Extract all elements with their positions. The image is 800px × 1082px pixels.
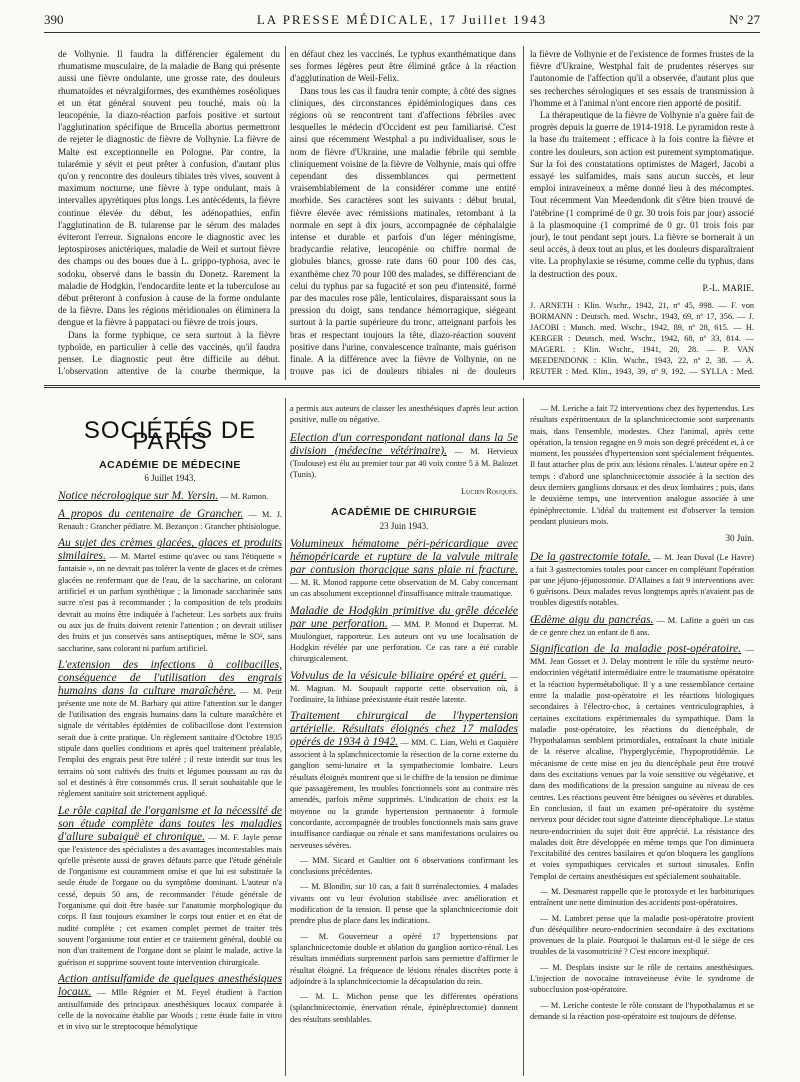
entry <box>530 643 754 882</box>
top-column-1 <box>58 48 280 378</box>
column-divider <box>285 46 286 380</box>
entry-text: — M. Martel estime qu'avec ou sans l'étiquette « fantaisie », on ne devrait pas tolérer la vente de glaces et de crèmes glacées ne renfermant que de l'eau, de la saccharine, un colorant artificiel et un parfum synthétique ; la limonade saccharinée sans sucre n'est pas à recommander ; la composition de tels produits devrait au moins être indiquée à l'acheteur. Les sorbets aux fruits ou aux jus de fruits doivent retenir l'attention ; on devrait utiliser des fruits et jus conservés sans antiseptiques, même le SO², sans saccharine, sans colorant ni parfum artificiel. <box>58 552 282 653</box>
entry-list <box>58 490 282 1033</box>
election-entry <box>290 432 518 481</box>
paragraph: la fièvre de Volhynie et de l'existence de formes frustes de la fièvre d'Ukraine, Westphal fait de prudentes réserves sur l'autonomie de l'affection qu'il a observée, d'autant plus que ses recherches sérologiques et ses essais de transmission à l'homme et à l'animal n'ont encore rien apporté de positif. <box>530 49 754 108</box>
entry <box>290 538 518 600</box>
entry-text: — M. Blondin, sur 10 cas, a fait 8 surrénalectomies. 4 malades vivants ont vu leur évolution stabilisée avec amélioration et modification de la tension. Il pense que la splanchnicectomie doit prendre plus de place dans les indications. <box>290 882 518 926</box>
author-signature: Lucien Rouquès. <box>461 487 518 497</box>
page-number: 390 <box>44 12 64 27</box>
societes-column-2 <box>290 403 518 1075</box>
paragraph: Dans la forme typhique, ce sera surtout à la fièvre typhoïde, en particulier à celle des vaccinés, qu'il faudra penser. Le diagnostic peut être difficile au début. L'observation attentive de la courbe thermique, la <box>58 329 280 377</box>
entry-text: — MM. C. Lian, Welti et Gaquière associent à la splanchnicectomie la résection de la corne externe du ganglion semi-lunaire et la sympathectomie lombaire. Leurs résultats éloignés montrent que si le chiffre de la tension ne diminue que passagèrement, les troubles fonctionnels sont au contraire très amendés, parfois même supprimés. L'indication de choix est la moyenne ou la grande hypertension permanente à formule concordante, accompagnée de troubles fonctionnels mais sans grave insuffisance cardiaque ou rénale et sans manifestations oculaires ou nerveuses sévères. <box>290 738 518 850</box>
author-signature: P.-L. MARIE. <box>702 282 754 293</box>
entry <box>290 710 518 851</box>
entry-title: L'extension des infections à colibacilles, conséquence de l'utilisation des engrais humains dans la culture maraîchère. <box>58 658 282 697</box>
header-rule <box>44 32 760 33</box>
entry-title: Maladie de Hodgkin primitive du grêle décelée par une perforation. <box>290 604 518 630</box>
entry-title: A propos du centenaire de Grancher. <box>58 508 244 521</box>
entry <box>530 551 754 609</box>
entry-title: Volvulus de la vésicule biliaire opéré et guéri. <box>290 669 507 682</box>
entry <box>290 991 518 1025</box>
entry-text: — MM. Jean Gosset et J. Delay montrent le rôle du système neuro-endocrinien végétatif intermédiaire entre le traumatisme opératoire et la réaction hypermétabolique. Il y a une ressemblance certaine entre la maladie post-opératoire et les réactions biologiques secondaires à l'électro-choc, à certaines ventriculographies, à certaines excitations expérimentales du sympathique. Dans la maladie post-opératoire, les réactions du diencéphale, de l'hypothalamus semblent primordiales, entraînant la chute initiale de la réserve alcaline, l'hyperglycémie, l'hypoprotidémie. Le mécanisme de cette mise en jeu du diencéphale peut être trouvé dans des excitations venues par la voie sensitive ou végétative, et dans des modifications de la pression sanguine au niveau de ces centres. Les réactions peuvent être bénignes ou sévères et durables. En conclusion, il faut un examen pré-opératoire du système nerveux pour décider tout signe d'atteinte diencéphalique. Le status neuro-endocrinien du sujet doit être apprécié. La résistance des malades doit être développée en même temps que l'on diminuera l'excitabilité des centres basilaires et qu'on bloquera les ganglions et voies sympathiques cervicales et surtout sinusales. Enfin l'emploi de certains anesthésiques est spécialement souhaitable. <box>530 645 754 881</box>
entry-text: — M. Magnan. M. Soupault rapporte cette observation où, à l'ordinaire, la lithiase préexistante était restée latente. <box>290 671 518 704</box>
entry-text: — M. Hervieux (Toulouse) est élu au premier tour par 40 voix contre 5 à M. Balozet (Tunis). <box>290 446 518 479</box>
section-heading: SOCIÉTÉS DE PARIS <box>83 417 257 456</box>
journal-title: LA PRESSE MÉDICALE, 17 Juillet 1943 <box>256 12 548 27</box>
academy-heading: ACADÉMIE DE MÉDECINE <box>99 458 241 471</box>
session-date: 23 Juin 1943. <box>379 520 429 531</box>
page-header <box>44 8 760 30</box>
academy-heading: ACADÉMIE DE CHIRURGIE <box>331 506 477 519</box>
column-divider <box>523 46 524 380</box>
entry-text: — MM. P. Monod et Duperrat. M. Moulonguet, rapporteur. Les auteurs ont vu une localisation de Hodgkin révélée par une perforation. Ce cas rare a été curable chirurgicalement. <box>290 619 518 664</box>
paragraph: La thérapeutique de la fièvre de Volhynie n'a guère fait de progrès depuis la guerre de 1914-1918. Le pyramidon reste à la base du traitement ; efficace à la fois contre la fièvre et contre les douleurs, son action est purement symptomatique. Sur la foi des constatations optimistes de Magerl, Jacobi a essayé les sulfamides, mais sans aucun succès, et leur emploi intraveineux a même donné lieu à des mécomptes. Tout récemment Van Meedendonk dit s'être bien trouvé de l'atébrine (1 comprimé de 0 gr. 30 trois fois par jour) associé à la plasmoquine (1 comprimé de 0 gr. 01 trois fois par jour), le tout pendant sept jours. La fièvre se bornerait à un seul accès, à deux tout au plus, et les douleurs disparaîtraient vite. La prophylaxie se résume, comme celle du typhus, dans la destruction des poux. <box>530 110 754 279</box>
entry-list <box>530 551 754 1023</box>
entry-title: Œdème aigu du pancréas. <box>530 613 654 626</box>
entry-title: De la gastrectomie totale. <box>530 550 651 563</box>
reference-list: J. ARNETH : Klin. Wschr., 1942, 21, nº 45, 998. — F. von BORMANN : Deutsch. med. Wschr., 1943, 69, nº 17, 356. — J. JACOBI : Munch. med. Wschr., 1942, 89, nº 28, 615. — H. KERGER : Deutsch. med. Wschr., 1942, 68, nº 33, 814. — MAGERL : Klin. Wschr., 1941, 20, 28. — P. VAN MEEDENDONK : Klin. Wschr., 1943, 22, nº 2, 38. — A. REUTER : Med. Klin., 1943, 39, nº 9, 192. — SYLLA : Med. <box>530 301 754 377</box>
entry-text: — M. Jean Duval (Le Havre) a fait 3 gastrectomies totales pour cancer en complétant l'opération par une jéjuno-jéjunostomie. D'Allaines a fait 9 interventions avec 6 guérisons. Deux malades revus longtemps après n'avaient pas de troubles digestifs notables. <box>530 552 754 608</box>
references <box>530 300 754 378</box>
entry-text: — M. R. Monod rapporte cette observation de M. Caby concernant un cas absolument exceptionnel d'insuffisance mitrale traumatique. <box>290 578 518 599</box>
entry <box>58 537 282 653</box>
entry-title: Volumineux hématome péri-péricardique avec hémopéricarde et rupture de la valvule mitrale par contusion thoracique sans plaie ni fracture. <box>290 538 518 577</box>
entry-text: — M. Ramon. <box>218 492 269 502</box>
entry <box>530 962 754 996</box>
entry <box>58 973 282 1033</box>
societes-column-1 <box>58 403 282 1075</box>
entry-title: Au sujet des crèmes glacées, glaces et produits similaires. <box>58 537 282 563</box>
entry-title: Signification de la maladie post-opératoire. <box>530 643 742 656</box>
session-date: 30 Juin. <box>725 533 754 544</box>
entry <box>290 855 518 878</box>
entry-text: — M. Gouverneur a opéré 17 hypertensions par splanchnicectomie double et ablation du ganglion aortico-rénal. Les résultats immédiats surprennent parfois sans permettre d'affirmer le résultat éloigné. La fréquence de lésions rénales discrètes porte à adjoindre à la splanchnicectomie la décapsulation du rein. <box>290 931 518 986</box>
entry <box>58 490 282 503</box>
entry <box>58 805 282 968</box>
entry <box>290 931 518 987</box>
column-divider <box>285 398 286 1076</box>
entry <box>290 881 518 926</box>
top-column-3 <box>530 48 754 378</box>
paragraph: Dans tous les cas il faudra tenir compte, à côté des signes cliniques, des circonstances épidémiologiques dans ces régions où se rencontrent tant d'affections fébriles avec lesquelles le médecin d'Occident est peu familiarisé. C'est ainsi que récemment Westphal a pu individualiser, sous le nom de fièvre d'Ukraine, une maladie fébrile qui semble cliniquement voisine de la fièvre de Volhynie, mais qui offre cependant des dissemblances qui permettent vraisemblablement de la considérer comme une entité morbide. Ses caractères sont les suivants : début brutal, fièvre élevée avec rémissions matinales, retombant à la normale en sept à dix jours, accompagnée de céphalalgie intense et durable et parfois d'un léger méningisme, bradycardie relative, leucopénie ou chiffre normal de globules blancs, grosse rate dans 60 pour 100 des cas, exanthème chez 70 pour 100 des malades, se différenciant de celui du typhus par sa fugacité et son peu d'intensité, formé par des macules rose pâle, lenticulaires, disparaissant sous la pression du doigt, sans tendance hémorragique, siégeant surtout à la partie supérieure du tronc, atteignant parfois les bras et respectant toujours la tête, diazo-réaction souvent positive dans l'urine, convalescence traînante, mais guérison finale. A la différence avec la fièvre de Volhynie, on ne trouve pas ici de douleurs tibiales ni de douleurs <box>290 85 516 377</box>
column-divider <box>523 398 524 1076</box>
entry <box>530 614 754 638</box>
societes-column-3 <box>530 403 754 1075</box>
entry-title: Traitement chirurgical de l'hypertension artérielle. Résultats éloignés chez 17 malades opérés de 1934 à 1942. <box>290 710 518 749</box>
top-column-2 <box>290 48 516 378</box>
entry-text: — M. J. Renault : Grancher pédiatre. M. Bezançon : Grancher phtisiologue. <box>58 510 282 532</box>
entry <box>530 886 754 909</box>
entry-text: — MM. Sicard et Gaultier ont 6 observations confirmant les conclusions précédentes. <box>290 855 518 877</box>
paragraph: a permis aux auteurs de classer les anesthésiques d'après leur action positive, nulle ou négative. <box>290 404 518 425</box>
entry-text: — M. Desmarest rappelle que le protoxyde et les barbituriques entraînent une nette diminution des accidents post-opératoires. <box>530 886 754 908</box>
entry <box>530 1000 754 1023</box>
session-date: 6 Juillet 1943. <box>144 472 196 483</box>
issue-number: N° 27 <box>729 12 760 27</box>
entry-text: — Mlle Régnier et M. Feyel étudient à l'action antisulfamide des principaux anesthésiques locaux comparée à celle de la novocaïne établie par Woods ; cette étude faite in vitro et in vivo sur le streptocoque hémolytique <box>58 987 282 1032</box>
entry-text: — M. F. Jayle pense que l'existence des spécialistes a des avantages incontestables mais qu'elle présente aussi de graves défauts parce que l'étude générale de l'organisme est couramment omise et que lui est substituée la seule étude de l'organe ou du symptôme dominant. L'auteur n'a cessé, depuis 50 ans, de recommander l'étude générale de l'organisme qui doit être basée sur l'anatomie morphologique du corps. Il faut toujours examiner le corps tout entier et en état de nudité complète ; cet examen complet permet de traiter très souvent l'organisme tout entier et ce traitement général, doublé ou non d'un traitement de l'organe dont se plaint le malade, active la guérison et supprime souvent toute intervention chirurgicale. <box>58 832 282 967</box>
paragraph: de Volhynie. Il faudra la différencier également du rhumatisme musculaire, de la maladie de Bang qui présente aussi une fièvre ondulante, une grosse rate, des douleurs rhumatoïdes et névralgiformes, des exanthèmes roséoliques et un état général souvent peu touché, mais où la leucopénie, la diazo-réaction parfois positive et surtout l'agglutination spécifique de Brucella abortus permettront de rejeter le diagnostic de fièvre de Volhynie. La fièvre de Malte est exceptionnelle en Pologne. Par contre, la tularémie y sévit et peut prêter à confusion, d'autant plus qu'on y rencontre des douleurs tibiales très vives, souvent à maximum nocturne, une fièvre à type ondulant, mais à intervalles apyrétiques plus longs. Les antécédents, la fièvre continue élevée du début, les adénopathies, enfin l'agglutination de B. tularense par le sérum des malades éviteront l'erreur. Signalons encore le diagnostic avec les leptospiroses anictériques, maladie de Weil et surtout fièvre des champs ou des boues due à L. grippo-typhosa, avec le sodoku, observé dans le bassin du Donetz. Rarement la maladie de Hodgkin, l'endocardite lente et la tuberculose au début prêteront à confusion à cause de la forme ondulante de la fièvre. Dans les régions méridionales on éliminera la dengue et la fièvre à pappataci ou fièvre de trois jours. <box>58 49 280 328</box>
entry-list <box>290 538 518 1025</box>
paragraph: — M. Leriche a fait 72 interventions chez des hypertendus. Les résultats expérimentaux de la splanchnicectomie sont surprenants mais, dans l'ensemble, modestes. Chez l'animal, après cette opération, la tension regagne en 9 mois son degré précédent et, à ce moment, les poussées d'hypertension sont spécialement fréquentes. Il faut attacher plus de prix aux lésions rénales. L'auteur opère en 2 temps : d'abord une splanchnicectomie associée à la section des deux derniers ganglions dorsaux et des deux lombaires ; puis, dans le deuxième temps, une intervention analogue associée à une épinéphrectomie. L'idéal du traitement est d'observer la tension pendant plusieurs mois. <box>530 404 754 526</box>
entry-text: — M. Desplats insiste sur le rôle de certains anesthésiques. L'injection de novocaïne intraveineuse évite le syndrome de subocclusion post-opératoire. <box>530 962 754 995</box>
entry-text: — M. Lambret pense que la maladie post-opératoire provient d'un déséquilibre neuro-endocrinien secondaire à des excitations provenues de la plaie. Pourquoi le thalamus est-il le siège de ces troubles de la vasomotricité ? C'est encore inexpliqué. <box>530 913 754 957</box>
entry <box>290 605 518 665</box>
entry <box>530 913 754 958</box>
entry-text: — M. Lafitte a guéri un cas de ce genre chez un enfant de 8 ans. <box>530 615 754 637</box>
entry <box>58 508 282 532</box>
entry-title: Election d'un correspondant national dans la 5e division (médecine vétérinaire). <box>290 431 518 457</box>
section-rule <box>44 385 760 388</box>
entry-title: Notice nécrologique sur M. Yersin. <box>58 490 219 503</box>
entry-text: — M. Leriche conteste le rôle constant de l'hypothalamus et se demande si la réaction post-opératoire est toujours de défense. <box>530 1000 754 1021</box>
entry-text: — M. L. Michon pense que les différentes opérations (splanchnicectomie, énervation rénale, épinéphrectomie) donnent des résultats semblables. <box>290 992 518 1024</box>
entry-title: Le rôle capital de l'organisme et la nécessité de son étude complète dans toutes les maladies d'allure subaiguë et chronique. <box>58 804 282 843</box>
entry-title: Action antisulfamide de quelques anesthésiques locaux. <box>58 972 282 998</box>
entry <box>58 659 282 800</box>
paragraph: en défaut chez les vaccinés. Le typhus exanthématique dans ses formes légères peut être éliminé grâce à la réaction d'agglutination de Weil-Felix. <box>290 49 516 84</box>
entry-text: — M. Petit présente une note de M. Barbary qui attire l'attention sur le danger de l'utilisation des engrais humains dans la culture maraîchère et signale de véritables épidémies de colibacillose dont l'extension serait due à cette pratique. Un règlement sanitaire d'Octobre 1935 stipule dans quelles conditions et après quel traitement préalable, l'emploi des engrais peut être toléré ; il reste interdit sur tous les terrains où sont cultivés des fruits et légumes poussant au ras du sol et destinés à être consommés crus. Il serait souhaitable que le règlement sanitaire soit strictement appliqué. <box>58 686 282 799</box>
entry <box>290 670 518 706</box>
